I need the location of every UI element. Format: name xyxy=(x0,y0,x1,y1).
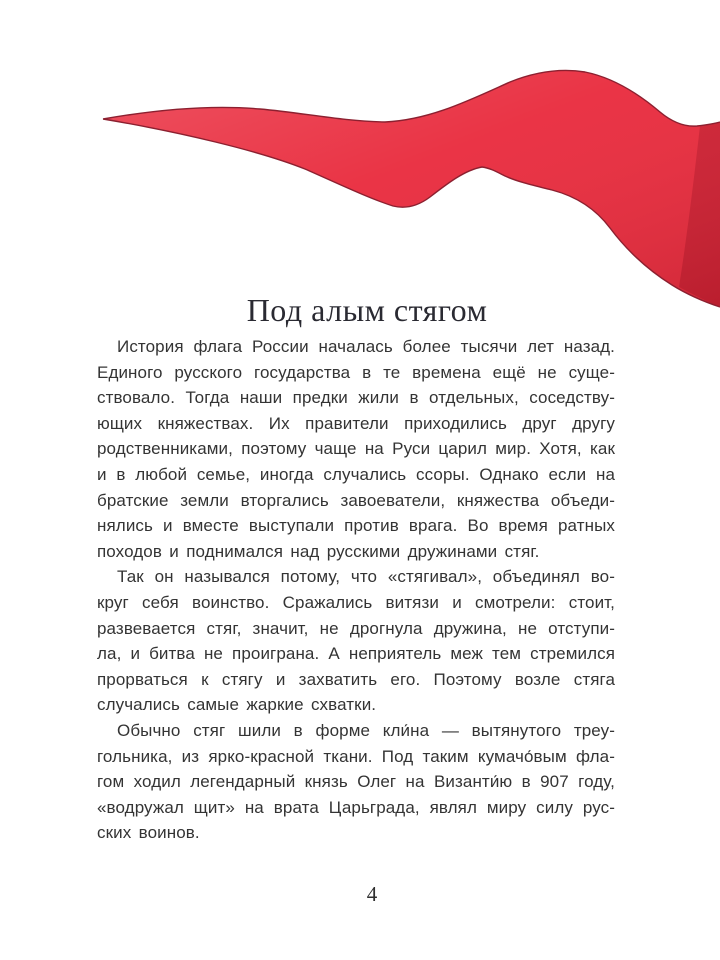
text-line: ствовало. Тогда наши предки жили в отдельных, соседству- xyxy=(97,388,615,408)
text-line: Единого русского государства в те времена ещё не суще- xyxy=(97,362,615,382)
page-number: 4 xyxy=(366,882,378,906)
text-line: братские земли вторгались завоеватели, княжества объеди- xyxy=(97,490,615,510)
text-line: случались самые жаркие схватки. xyxy=(97,695,377,715)
page-title: Под алым стягом xyxy=(246,292,488,329)
text-line: родственниками, поэтому чаще на Руси царил мир. Хотя, как xyxy=(97,439,615,459)
text-line: История флага России началась более тысячи лет назад. xyxy=(117,337,615,356)
text-line: «водружал щит» на врата Царьграда, являл миру силу рус- xyxy=(97,797,615,817)
text-line: нялись и вместе выступали против врага. Во время ратных xyxy=(97,516,615,536)
body-text xyxy=(97,334,615,846)
text-line: ла, и битва не проиграна. А неприятель меж тем стремился xyxy=(97,644,615,664)
paragraph xyxy=(97,718,615,846)
text-line: ющих княжествах. Их правители приходились друг другу xyxy=(97,413,615,433)
text-line: Обычно стяг шили в форме кли́на — вытянутого треу- xyxy=(117,720,615,740)
paragraph xyxy=(97,564,615,718)
text-line: ских воинов. xyxy=(97,823,200,843)
text-line: развевается стяг, значит, не дрогнула дружина, не отступи- xyxy=(97,618,615,638)
text-line: походов и поднимался над русскими дружинами стяг. xyxy=(97,541,540,561)
red-banner-illustration xyxy=(0,0,720,322)
text-line: Так он назывался потому, что «стягивал», объединял во- xyxy=(117,567,615,587)
text-line: и в любой семье, иногда случались ссоры. Однако если на xyxy=(97,464,615,484)
text-line: прорваться к стягу и захватить его. Поэтому возле стяга xyxy=(97,669,615,689)
paragraph xyxy=(97,334,615,564)
flag-sheen-overlay xyxy=(103,70,720,307)
text-line: круг себя воинство. Сражались витязи и смотрели: стоит, xyxy=(97,592,615,612)
text-line: гом ходил легендарный князь Олег на Византи́ю в 907 году, xyxy=(97,772,615,792)
text-line: гольника, из ярко-красной ткани. Под таким кумачо́вым фла- xyxy=(97,746,615,766)
